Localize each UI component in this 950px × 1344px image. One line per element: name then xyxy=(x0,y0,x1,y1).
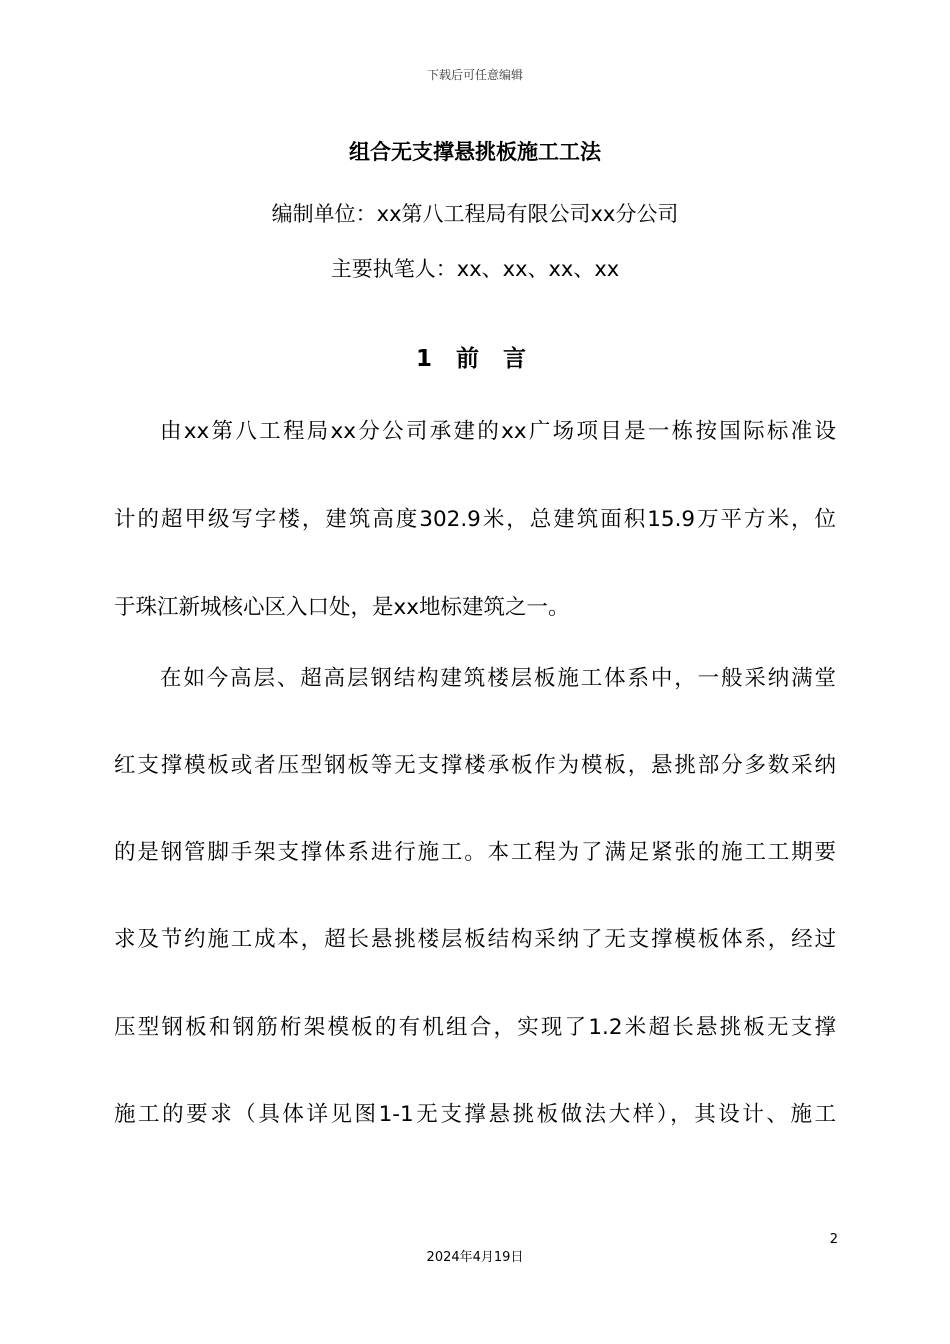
compiling-unit: 编制单位：xx第八工程局有限公司xx分公司 xyxy=(271,202,679,226)
document-title: 组合无支撑悬挑板施工工法 xyxy=(349,140,601,164)
section-heading: 1 前 言 xyxy=(415,346,535,372)
footer-date: 2024年4月19日 xyxy=(426,1250,524,1265)
paragraph-line: 在如今高层、超高层钢结构建筑楼层板施工体系中，一般采纳满堂 xyxy=(160,666,836,691)
paragraph-line: 求及节约施工成本，超长悬挑楼层板结构采纳了无支撑模板体系，经过 xyxy=(114,927,836,952)
paragraph-line: 红支撑模板或者压型钢板等无支撑楼承板作为模板，悬挑部分多数采纳 xyxy=(114,753,836,778)
paragraph-line: 压型钢板和钢筋桁架模板的有机组合，实现了1.2米超长悬挑板无支撑 xyxy=(114,1015,836,1040)
paragraph-line: 的是钢管脚手架支撑体系进行施工。本工程为了满足紧张的施工工期要 xyxy=(114,840,836,865)
header-note: 下载后可任意编辑 xyxy=(426,68,523,82)
main-authors: 主要执笔人：xx、xx、xx、xx xyxy=(330,257,620,281)
paragraph-line: 计的超甲级写字楼，建筑高度302.9米，总建筑面积15.9万平方米，位 xyxy=(114,507,836,532)
paragraph-line: 由xx第八工程局xx分公司承建的xx广场项目是一栋按国际标准设 xyxy=(160,419,836,444)
paragraph-line: 于珠江新城核心区入口处，是xx地标建筑之一。 xyxy=(114,595,570,620)
page-number: 2 xyxy=(829,1232,838,1247)
paragraph-line: 施工的要求（具体详见图1-1无支撑悬挑板做法大样），其设计、施工 xyxy=(114,1102,836,1127)
